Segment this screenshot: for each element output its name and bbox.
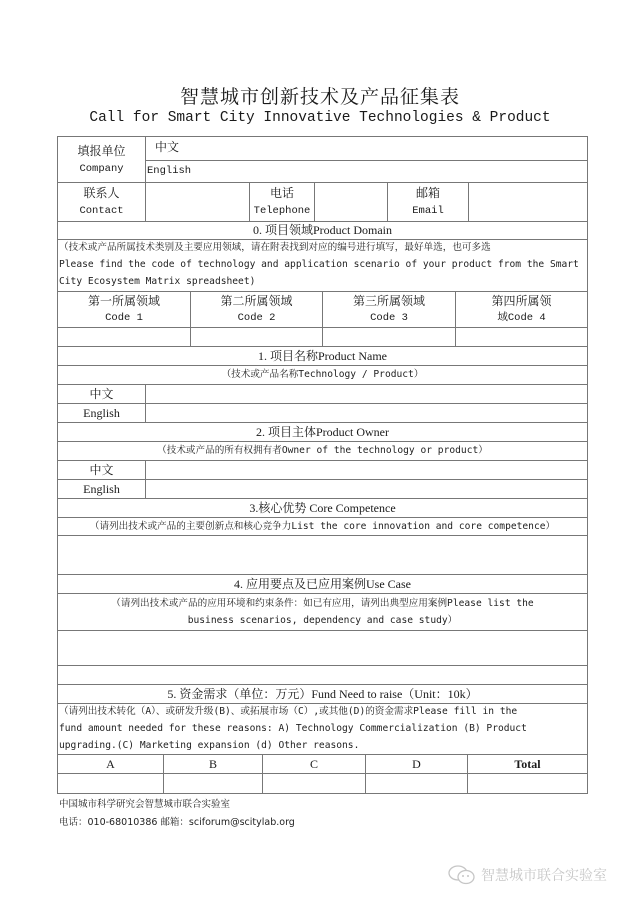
product-name-en-field[interactable] [146, 404, 587, 422]
section0-heading: 0. 项目领域Product Domain [253, 223, 392, 237]
section5-hint-line2: fund amount needed for these reasons: A) Technology Commercialization (B) Product [59, 723, 527, 734]
section2-hint: （技术或产品的所有权拥有者Owner of the technology or product） [157, 445, 488, 456]
telephone-field[interactable] [315, 183, 387, 221]
form-title-en: Call for Smart City Innovative Technologies & Product [89, 110, 551, 126]
footer-org: 中国城市科学研究会智慧城市联合实验室 [59, 799, 231, 810]
section1-en-label: English [83, 405, 120, 420]
code1-header [58, 292, 190, 327]
code2-header-cn: 第二所属领域 [220, 293, 293, 308]
fund-col-a: A [106, 756, 115, 771]
fund-col-c: C [309, 756, 318, 771]
section2-heading: 2. 项目主体Product Owner [256, 424, 389, 439]
code2-header-en: Code 2 [237, 311, 276, 324]
code1-header-en: Code 1 [105, 311, 143, 324]
company-label-cn: 填报单位 [77, 143, 126, 158]
fund-c-field[interactable] [263, 774, 365, 793]
product-name-cn-field[interactable] [146, 385, 587, 403]
code4-field[interactable] [456, 328, 587, 346]
section1-hint: （技术或产品名称Technology / Product） [221, 369, 424, 380]
section2-cn-label: 中文 [89, 462, 114, 477]
section0-hint-line2: Please find the code of technology and application scenario of your product from the Smart [59, 259, 579, 270]
footer-contact: 电话：010-68010386 邮箱：sciforum@scitylab.org [59, 817, 295, 828]
fund-d-field[interactable] [366, 774, 467, 793]
watermark [447, 864, 607, 886]
section2-en-label: English [83, 481, 120, 496]
fund-a-field[interactable] [58, 774, 163, 793]
section5-heading: 5. 资金需求（单位：万元）Fund Need to raise（Unit：10k） [167, 686, 478, 701]
section5-hint-line3: upgrading.(C) Marketing expansion (d) Other reasons. [59, 740, 360, 751]
email-label-cn: 邮箱 [415, 186, 440, 200]
company-label [58, 137, 145, 182]
code2-header [191, 292, 322, 327]
contact-label [58, 183, 145, 221]
email-field[interactable] [469, 183, 587, 221]
company-cn-field[interactable]: 中文 [155, 140, 180, 154]
section1-cn-label: 中文 [89, 386, 114, 401]
section3-heading: 3.核心优势 Core Competence [249, 500, 396, 515]
section4-heading: 4. 应用要点及已应用案例Use Case [234, 576, 411, 591]
company-en-field[interactable]: English [147, 165, 192, 177]
fund-col-b: B [208, 756, 217, 771]
section0-hint-line1: （技术或产品所属技术类别及主要应用领域，请在附表找到对应的编号进行填写，最好单选，也可多选 [59, 242, 491, 253]
telephone-label-en: Telephone [253, 205, 311, 217]
section0-hint [59, 239, 587, 291]
code4-header-en: 域Code 4 [497, 311, 546, 324]
code1-field[interactable] [58, 328, 190, 346]
section0-hint-line3: City Ecosystem Matrix spreadsheet) [59, 276, 256, 287]
fund-b-field[interactable] [164, 774, 262, 793]
code1-header-cn: 第一所属领域 [87, 293, 160, 308]
code4-header [456, 292, 587, 327]
contact-label-cn: 联系人 [83, 186, 120, 200]
code4-header-cn: 第四所属领 [491, 293, 552, 308]
code3-field[interactable] [323, 328, 455, 346]
use-case-field[interactable] [58, 631, 587, 665]
watermark-text: 智慧城市联合实验室 [481, 868, 607, 884]
code2-field[interactable] [191, 328, 322, 346]
code3-header-cn: 第三所属领域 [352, 293, 425, 308]
email-label-en: Email [412, 205, 444, 217]
core-competence-field[interactable] [58, 536, 587, 574]
code3-header [323, 292, 455, 327]
section4-hint [58, 594, 587, 630]
fund-col-d: D [412, 756, 421, 771]
contact-field[interactable] [146, 183, 249, 221]
section5-hint [59, 703, 587, 754]
fund-total-field[interactable] [468, 774, 587, 793]
section5-hint-line1: （请列出技术转化（A）、或研发升级(B)、或拓展市场（C）,或其他(D)的资金需求Please fill in the [59, 706, 518, 717]
code3-header-en: Code 3 [370, 311, 408, 324]
owner-en-field[interactable] [146, 480, 587, 498]
use-case-extra-field[interactable] [58, 666, 587, 684]
wechat-icon [447, 864, 477, 886]
section1-heading: 1. 项目名称Product Name [258, 348, 387, 363]
fund-col-total: Total [514, 756, 541, 771]
telephone-label [250, 183, 314, 221]
section3-hint: （请列出技术或产品的主要创新点和核心竞争力List the core innovation and core competence） [89, 520, 556, 532]
telephone-label-cn: 电话 [269, 186, 294, 200]
section4-hint-line1: （请列出技术或产品的应用环境和约束条件：如已有应用，请列出典型应用案例Please list the [111, 598, 534, 609]
owner-cn-field[interactable] [146, 461, 587, 479]
company-label-en: Company [79, 162, 124, 175]
form-title-cn: 智慧城市创新技术及产品征集表 [179, 86, 460, 108]
email-label [388, 183, 468, 221]
contact-label-en: Contact [79, 205, 124, 217]
section4-hint-line2: business scenarios, dependency and case study） [187, 615, 458, 626]
